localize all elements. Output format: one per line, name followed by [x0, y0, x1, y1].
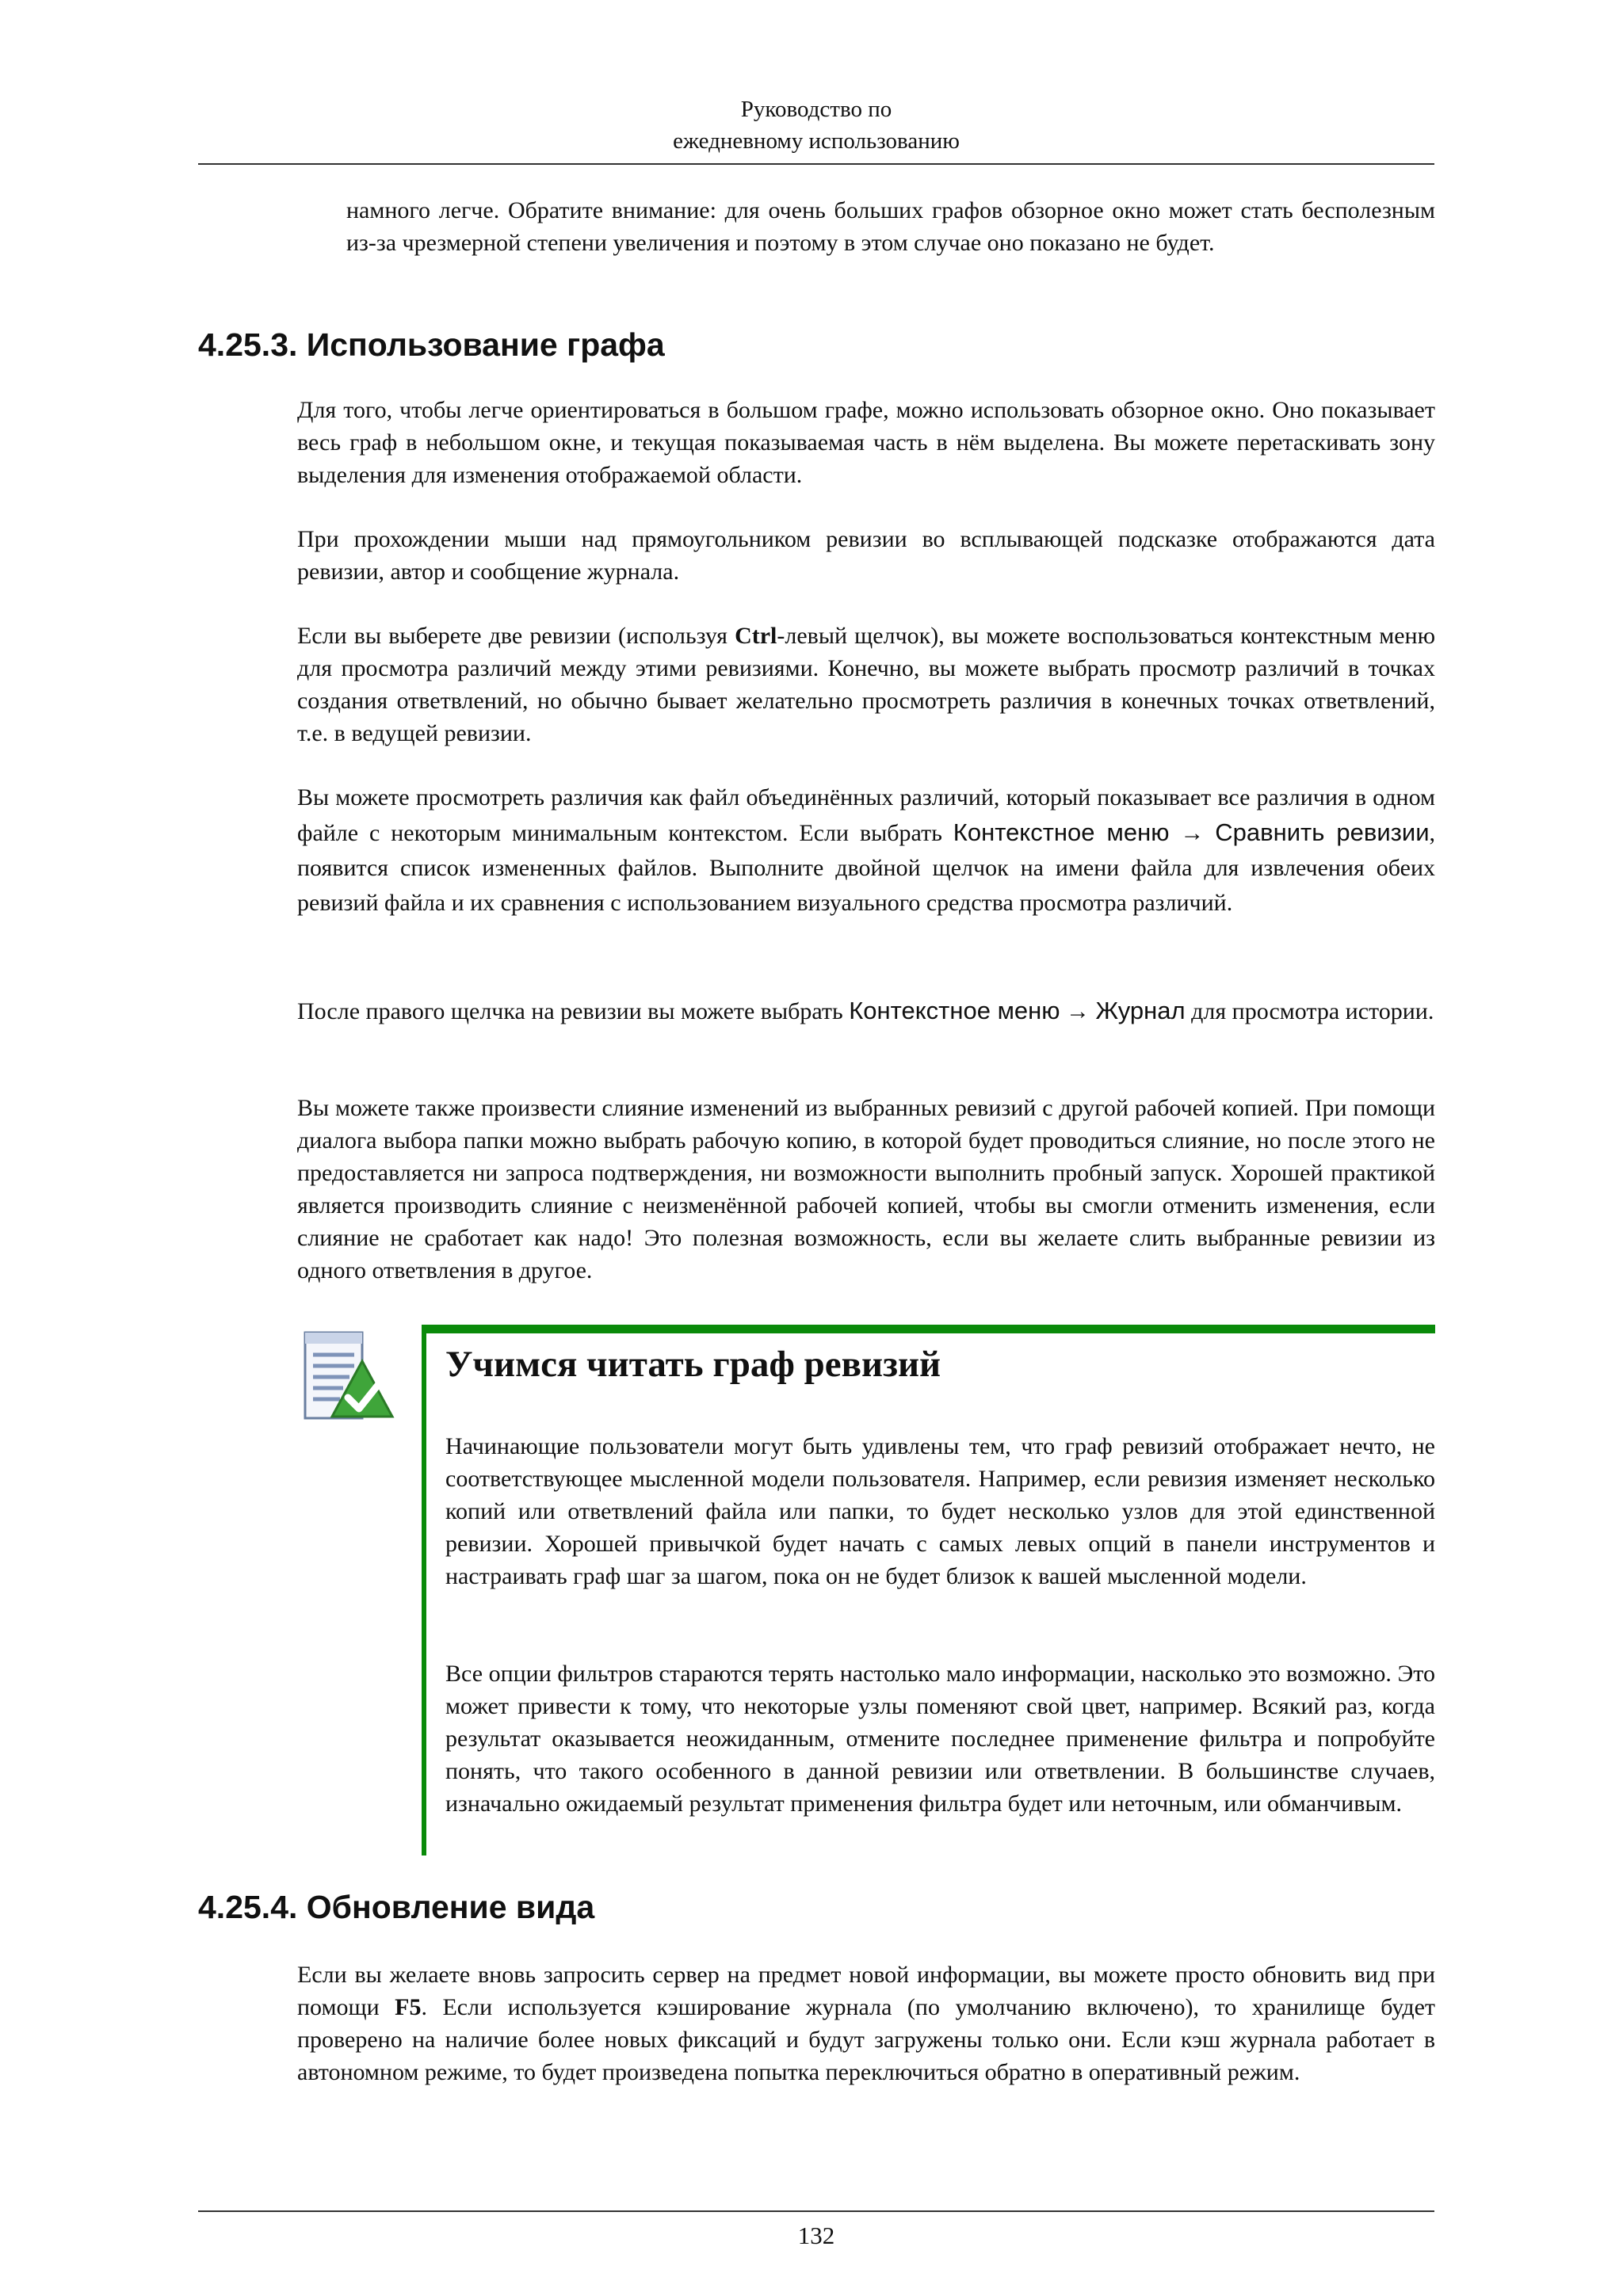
paragraph-5-text-b: для просмотра истории.: [1185, 998, 1434, 1024]
tip-document-checkmark-icon: [302, 1329, 395, 1425]
paragraph-4-text-b: , появится список измененных файлов. Выполните двойной щелчок на имени файла для извлечения обеих ревизий файла и их сравнения с использованием визуального средства просмотра различий.: [297, 820, 1436, 916]
section-4-25-4-paragraph-1: [297, 1958, 1435, 2088]
ctrl-key-label: Ctrl: [735, 623, 777, 649]
paragraph-5-text-a: После правого щелчка на ревизии вы можете выбрать: [297, 998, 850, 1024]
section-4-25-3-paragraph-2: При прохождении мыши над прямоугольником ревизии во всплывающей подсказке отображаются дата ревизии, автор и сообщение журнала.: [297, 526, 1435, 585]
tip-box-top-border: [426, 1325, 1435, 1333]
gui-menu-compare-revisions: Сравнить ревизии: [1215, 818, 1430, 846]
paragraph-4-text-a: Вы можете просмотреть различия как файл объединённых различий, который показывает все различия в одном файле с некоторым минимальным контекстом. Если выбрать: [297, 784, 1435, 846]
intro-paragraph: намного легче. Обратите внимание: для очень больших графов обзорное окно может стать бесполезным из-за чрезмерной степени увеличения и поэтому в этом случае оно показано не будет.: [346, 197, 1435, 256]
footer-rule: [198, 2210, 1434, 2212]
tip-box-left-border: [422, 1325, 426, 1855]
paragraph-3-text-a: Если вы выберете две ревизии (используя: [297, 623, 735, 649]
section-heading-4-25-4: 4.25.4. Обновление вида: [198, 1889, 595, 1925]
section-4-25-3-paragraph-6: Вы можете также произвести слияние изменений из выбранных ревизий с другой рабочей копией. При помощи диалога выбора папки можно выбрать рабочую копию, в которой будет проводиться слияние, но после этого не предоставляется ни запроса подтверждения, ни возможности выполнить пробный запуск. Хорошей практикой является производить слияние с неизменённой рабочей копией, чтобы вы смогли отменить изменения, если слияние не сработает как надо! Это полезная возможность, если вы желаете слить выбранные ревизии из одного ответвления в другое.: [297, 1095, 1435, 1283]
gui-menu-context-menu-2: Контекстное меню: [849, 997, 1060, 1024]
page-number: 132: [797, 2222, 835, 2249]
running-header-line-1: Руководство по: [740, 97, 892, 122]
gui-menu-log: Журнал: [1095, 997, 1186, 1024]
gui-menu-context-menu: Контекстное меню: [953, 818, 1170, 846]
header-rule: [198, 163, 1434, 165]
section-4-25-3-paragraph-5: [297, 994, 1435, 1028]
section-4-25-3-paragraph-1: Для того, чтобы легче ориентироваться в большом графе, можно использовать обзорное окно. Оно показывает весь граф в небольшом окне, и текущая показываемая часть в нём выделена. Вы можете перетаскивать зону выделения для изменения отображаемой области.: [297, 397, 1435, 488]
section-4-25-3-paragraph-4: [297, 780, 1435, 921]
section-heading-4-25-3: 4.25.3. Использование графа: [198, 326, 665, 363]
tip-box-paragraph-1: Начинающие пользователи могут быть удивлены тем, что граф ревизий отображает нечто, не соответствующее мысленной модели пользователя. Например, если ревизия изменяет несколько копий или ответвлений файла или папки, то будет несколько узлов для этой единственной ревизии. Хорошей привычкой будет начать с самых левых опций в панели инструментов и настраивать граф шаг за шагом, пока он не будет близок к вашей мысленной модели.: [445, 1433, 1435, 1589]
menu-arrow-icon-2: →: [1066, 998, 1090, 1024]
section-4-25-4-text-b: . Если используется кэширование журнала (по умолчанию включено), то хранилище будет проверено на наличие более новых фиксаций и будут загружены только они. Если кэш журнала работает в автономном режиме, то будет произведена попытка переключиться обратно в оперативный режим.: [297, 1994, 1436, 2085]
running-header: [198, 93, 1434, 157]
section-4-25-4-text-a: Если вы желаете вновь запросить сервер на предмет новой информации, вы можете просто обновить вид при помощи: [297, 1962, 1435, 2020]
tip-box-title: Учимся читать граф ревизий: [445, 1344, 941, 1385]
paragraph-3-text-b: -левый щелчок), вы можете воспользоваться контекстным меню для просмотра различий между этими ревизиями. Конечно, вы можете выбрать просмотр различий в точках создания ответвлений, но обычно бывает желательно просмотреть различия в конечных точках ответвлений, т.е. в ведущей ревизии.: [297, 623, 1435, 746]
tip-box-paragraph-2: Все опции фильтров стараются терять настолько мало информации, насколько это возможно. Это может привести к тому, что некоторые узлы поменяют свой цвет, например. Всякий раз, когда результат оказывается неожиданным, отмените последнее применение фильтра и попробуйте понять, что такого особенного в данной ревизии или ответвлении. В большинстве случаев, изначально ожидаемый результат применения фильтра будет или неточным, или обманчивым.: [445, 1661, 1435, 1817]
section-4-25-3-paragraph-3: [297, 620, 1435, 749]
menu-arrow-icon: →: [1180, 820, 1205, 846]
running-header-line-2: ежедневному использованию: [673, 128, 960, 154]
f5-key-label: F5: [395, 1994, 422, 2020]
